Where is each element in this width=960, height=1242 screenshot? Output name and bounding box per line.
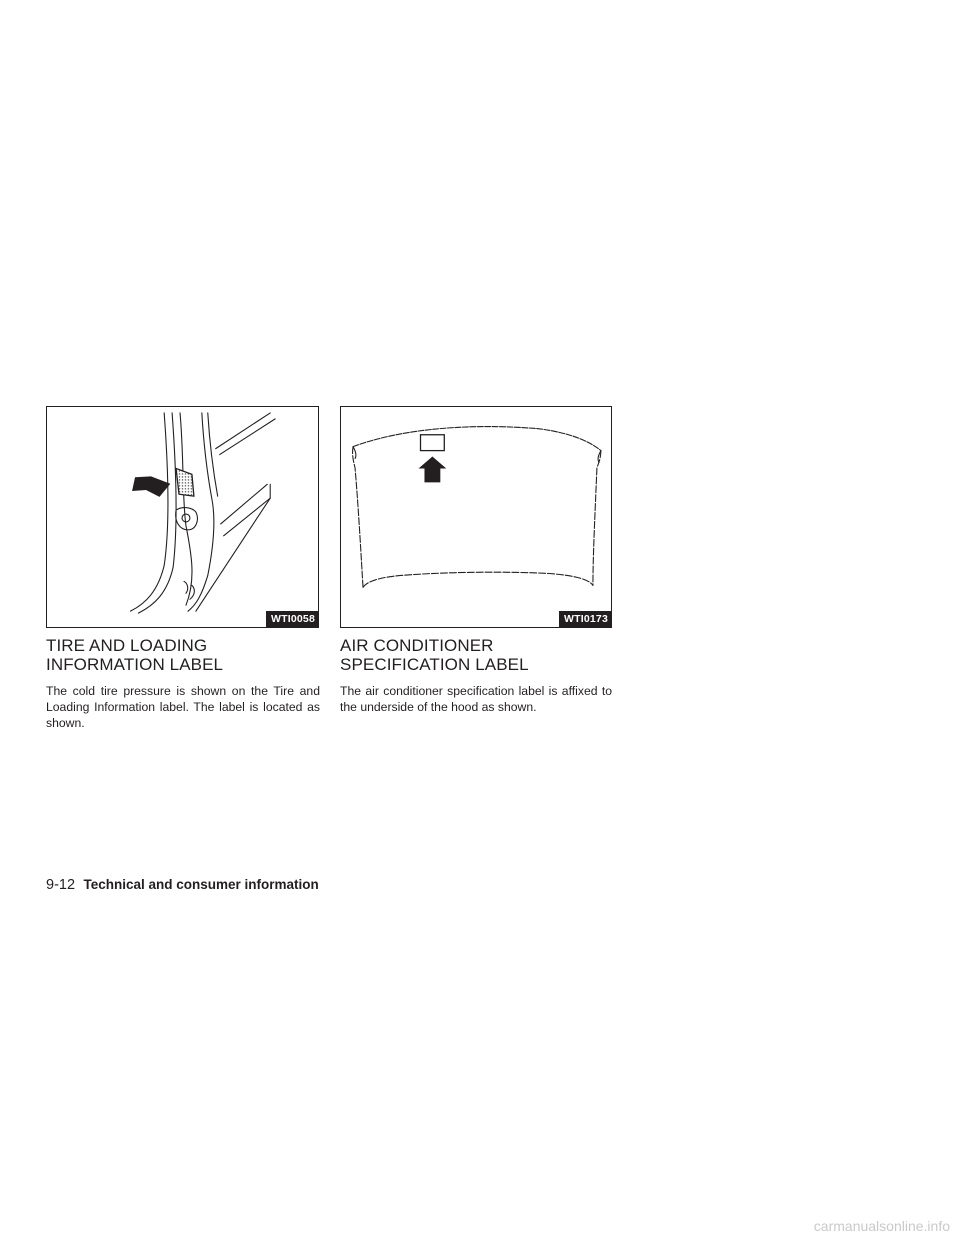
section-heading: AIR CONDITIONER SPECIFICATION LABEL xyxy=(340,636,529,674)
section-heading: TIRE AND LOADING INFORMATION LABEL xyxy=(46,636,224,674)
arrow-up-icon xyxy=(419,457,447,483)
ac-label-box xyxy=(421,435,445,451)
figure-code: WTI0173 xyxy=(559,611,611,627)
arrow-right-icon xyxy=(132,475,171,497)
page-footer xyxy=(46,876,319,894)
watermark: carmanualsonline.info xyxy=(813,1218,950,1234)
door-pillar-illustration xyxy=(47,407,318,627)
hood-illustration xyxy=(341,407,611,627)
figure-code: WTI0058 xyxy=(266,611,318,627)
footer-section-title: Technical and consumer information xyxy=(83,877,319,892)
section-body: The cold tire pressure is shown on the Tire and Loading Information label. The label is located as shown. xyxy=(46,684,320,730)
page-number: 9-12 xyxy=(46,877,76,893)
tire-label-patch xyxy=(176,468,194,496)
tire-label-figure xyxy=(46,406,319,628)
section-body: The air conditioner specification label is affixed to the underside of the hood as shown. xyxy=(340,684,612,714)
ac-label-figure xyxy=(340,406,612,628)
